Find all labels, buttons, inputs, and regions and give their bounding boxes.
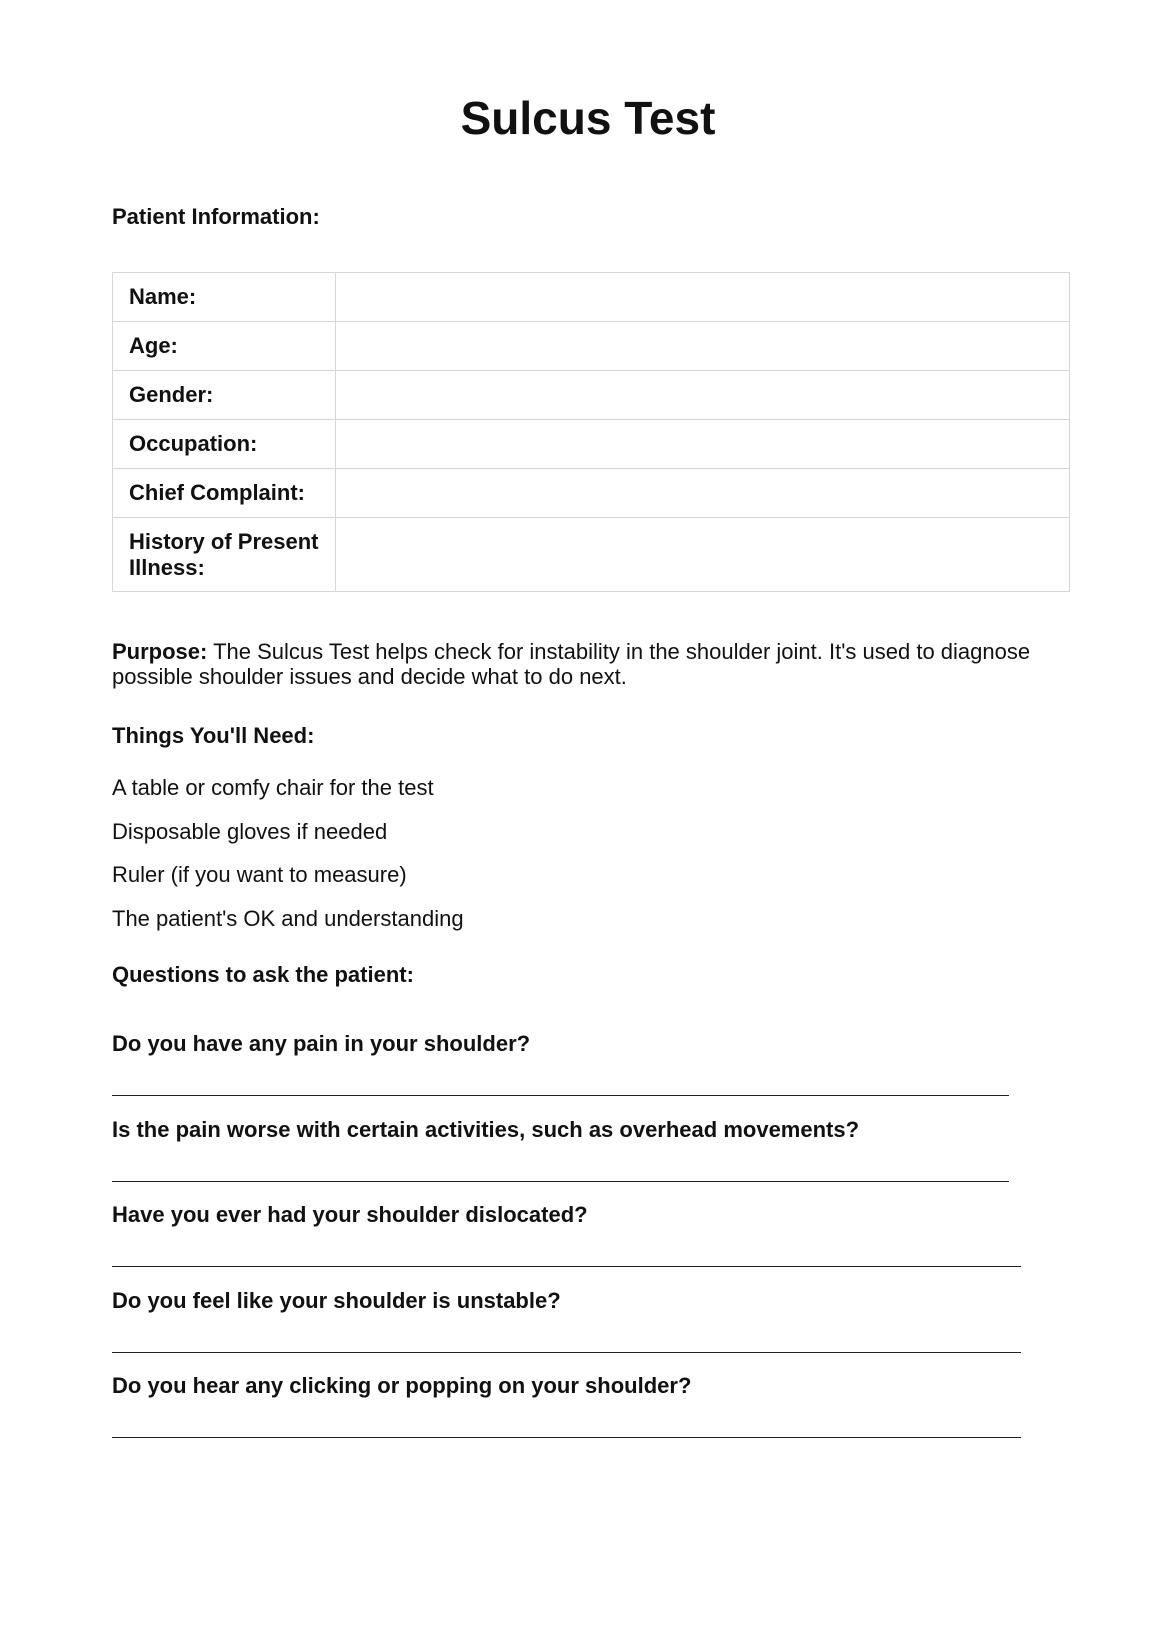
list-item: The patient's OK and understanding — [112, 905, 464, 931]
history-of-present-illness-label: History of Present Illness: — [113, 518, 336, 592]
page-title: Sulcus Test — [460, 92, 716, 144]
table-row — [113, 273, 1070, 322]
question-instability — [112, 1288, 1072, 1353]
age-label: Age: — [113, 322, 336, 371]
table-row — [113, 322, 1070, 371]
purpose-label: Purpose: — [112, 639, 208, 664]
purpose-text: The Sulcus Test helps check for instability in the shoulder joint. It's used to diagnose possible shoulder issues and decide what to do next. — [112, 639, 1031, 689]
patient-information-heading: Patient Information: — [112, 204, 320, 229]
list-item: Disposable gloves if needed — [112, 818, 388, 844]
history-of-present-illness-field[interactable] — [336, 518, 1070, 592]
question-clicking-popping — [112, 1373, 1072, 1438]
question-shoulder-pain — [112, 1031, 1072, 1096]
question-pain-with-activities — [112, 1117, 1072, 1182]
purpose-paragraph — [112, 639, 1072, 689]
questions-heading: Questions to ask the patient: — [112, 962, 414, 987]
name-label: Name: — [113, 273, 336, 322]
answer-line[interactable] — [112, 1181, 1009, 1182]
answer-line[interactable] — [112, 1352, 1021, 1353]
question-text: Do you have any pain in your shoulder? — [112, 1031, 531, 1056]
gender-field[interactable] — [336, 371, 1070, 420]
table-row — [113, 371, 1070, 420]
chief-complaint-label: Chief Complaint: — [113, 469, 336, 518]
question-text: Have you ever had your shoulder dislocated? — [112, 1202, 588, 1227]
answer-line[interactable] — [112, 1437, 1021, 1438]
answer-line[interactable] — [112, 1095, 1009, 1096]
gender-label: Gender: — [113, 371, 336, 420]
list-item: A table or comfy chair for the test — [112, 775, 434, 800]
age-field[interactable] — [336, 322, 1070, 371]
occupation-label: Occupation: — [113, 420, 336, 469]
patient-information-table — [112, 272, 1070, 592]
table-row — [113, 420, 1070, 469]
things-needed-heading: Things You'll Need: — [112, 723, 315, 748]
question-text: Do you feel like your shoulder is unstable? — [112, 1288, 561, 1313]
answer-line[interactable] — [112, 1266, 1021, 1267]
chief-complaint-field[interactable] — [336, 469, 1070, 518]
table-row — [113, 469, 1070, 518]
name-field[interactable] — [336, 273, 1070, 322]
question-dislocation — [112, 1202, 1072, 1267]
question-text: Is the pain worse with certain activities, such as overhead movements? — [112, 1117, 860, 1142]
table-row — [113, 518, 1070, 592]
occupation-field[interactable] — [336, 420, 1070, 469]
things-needed-list — [112, 775, 464, 949]
question-text: Do you hear any clicking or popping on your shoulder? — [112, 1373, 692, 1398]
list-item: Ruler (if you want to measure) — [112, 862, 407, 887]
